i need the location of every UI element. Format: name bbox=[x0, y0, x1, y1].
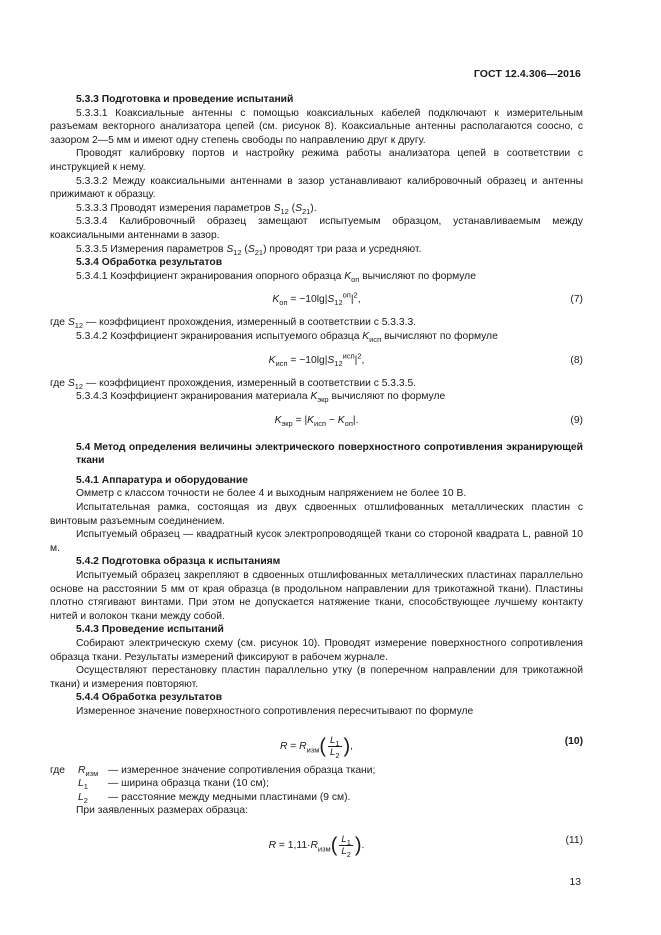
document-code: ГОСТ 12.4.306—2016 bbox=[473, 68, 581, 80]
section-heading-5-4-4: 5.4.4 Обработка результатов bbox=[76, 692, 223, 704]
paragraph: Омметр с классом точности не более 4 и выходным напряжением не более 10 В. bbox=[76, 488, 467, 500]
equation-8 bbox=[50, 350, 583, 372]
equation-number: (8) bbox=[570, 354, 583, 366]
formula: $K_{оп} = -10\lg|S_{12}^{оп}|^2$, bbox=[272, 290, 361, 308]
paragraph: где $S_{12}$ — коэффициент прохождения, измеренный в соответствии с 5.3.3.3. bbox=[50, 317, 417, 331]
section-heading-5-4-2: 5.4.2 Подготовка образца к испытаниям bbox=[76, 556, 281, 568]
section-heading-5-3-3: 5.3.3 Подготовка и проведение испытаний bbox=[76, 94, 294, 105]
symbol: $L_2$ bbox=[78, 791, 88, 805]
paragraph: 5.3.3.2 Между коаксиальными антеннами в зазор устанавливают калибровочный образец и антенны прижимают к образцу. bbox=[50, 175, 583, 201]
equation-number: (9) bbox=[570, 414, 583, 426]
variable-definitions bbox=[50, 764, 583, 805]
definition-text: — расстояние между медными пластинами (9 см). bbox=[108, 791, 351, 803]
paragraph: Испытуемый образец закрепляют в сдвоенных отшлифованных металлических пластинах параллельно основе на расстоянии 5 мм от края образца (в продольном направлении для трикотажной ткани). Пластины плотно стягивают винтами. При этом не допускается натяжение ткани, способствующее лучшему контакту нитей и волокон ткани между собой. bbox=[50, 570, 583, 622]
formula: $K_{экр} = |K_{исп} - K_{оп}|$. bbox=[274, 414, 359, 428]
symbol: $L_1$ bbox=[78, 778, 88, 792]
paragraph: 5.3.4.1 Коэффициент экранирования опорного образца $K_{оп}$ вычисляют по формуле bbox=[76, 270, 476, 284]
paragraph: 5.3.4.2 Коэффициент экранирования испытуемого образца $K_{исп}$ вычисляют по формуле bbox=[76, 330, 498, 344]
paragraph: 5.3.4.3 Коэффициент экранирования материала $K_{экр}$ вычисляют по формуле bbox=[76, 391, 446, 405]
paragraph: 5.3.3.5 Измерения параметров $S_{12}$ $(S_{21})$ проводят три раза и усредняют. bbox=[76, 243, 422, 257]
equation-number: (7) bbox=[570, 294, 583, 306]
equation-11 bbox=[50, 824, 583, 858]
paragraph: Испытательная рамка, состоящая из двух сдвоенных отшлифованных металлических пластин с винтовым разъемным соединением. bbox=[50, 502, 583, 527]
equation-7 bbox=[50, 289, 583, 311]
paragraph: 5.3.3.3 Проводят измерения параметров $S_{12}$ $(S_{21})$. bbox=[76, 202, 317, 216]
equation-9 bbox=[50, 410, 583, 432]
equation-10 bbox=[50, 725, 583, 759]
paragraph: При заявленных размерах образца: bbox=[76, 805, 249, 817]
section-heading-5-4-1: 5.4.1 Аппаратура и оборудование bbox=[76, 474, 248, 486]
equation-number: (11) bbox=[565, 834, 583, 846]
section-heading-5-3-4: 5.3.4 Обработка результатов bbox=[76, 257, 223, 269]
definition-row bbox=[50, 791, 583, 805]
paragraph: Собирают электрическую схему (см. рисунок 10). Проводят измерение поверхностного сопротивления образца ткани. Результаты измерений фиксируют в рабочем журнале. bbox=[50, 638, 583, 663]
paragraph: Проводят калибровку портов и настройку режима работы анализатора цепей в соответствии с инструкцией к нему. bbox=[50, 148, 583, 173]
paragraph: 5.3.3.4 Калибровочный образец замещают испытуемым образцом, устанавливаемым между коаксиальными антеннами в зазор. bbox=[50, 216, 583, 241]
page-number: 13 bbox=[569, 877, 581, 888]
paragraph: 5.3.3.1 Коаксиальные антенны с помощью коаксиальных кабелей подключают к измерительным разъемам векторного анализатора цепей (см. рисунок 8). Коаксиальные антенны располагаются соосно, с зазором 2—5 мм и имеют одну степень свободы по направлению друг к другу. bbox=[50, 107, 583, 146]
paragraph: Осуществляют перестановку пластин параллельно утку (в поперечном направлении для трикотажной ткани) и измерения повторяют. bbox=[50, 665, 583, 690]
page-content bbox=[50, 93, 583, 863]
section-heading-5-4: 5.4 Метод определения величины электрического поверхностного сопротивления экранирующей ткани bbox=[76, 441, 583, 467]
formula: $K_{исп} = -10\lg|S_{12}^{исп}|^2$, bbox=[268, 351, 365, 368]
paragraph: где $S_{12}$ — коэффициент прохождения, измеренный в соответствии с 5.3.3.5. bbox=[50, 377, 417, 391]
equation-number: (10) bbox=[564, 735, 583, 747]
formula: $R = R_{изм}$( $\frac{L_1}{L_2}$ ), bbox=[279, 734, 354, 760]
definition-row bbox=[50, 764, 583, 778]
symbol: $R_{изм}$ bbox=[78, 764, 99, 778]
paragraph: Испытуемый образец — квадратный кусок электропроводящей ткани со стороной квадрата L, равной 10 м. bbox=[50, 529, 583, 554]
formula: $R = 1,11\cdot R_{изм}$( $\frac{L_1}{L_2}$ ). bbox=[268, 833, 365, 859]
section-heading-5-4-3: 5.4.3 Проведение испытаний bbox=[76, 624, 224, 636]
paragraph: Измеренное значение поверхностного сопротивления пересчитывают по формуле bbox=[76, 705, 474, 717]
definition-text: — измеренное значение сопротивления образца ткани; bbox=[108, 764, 376, 776]
definition-text: — ширина образца ткани (10 см); bbox=[108, 778, 269, 790]
where-label: где bbox=[50, 764, 66, 776]
definition-row bbox=[50, 777, 583, 791]
